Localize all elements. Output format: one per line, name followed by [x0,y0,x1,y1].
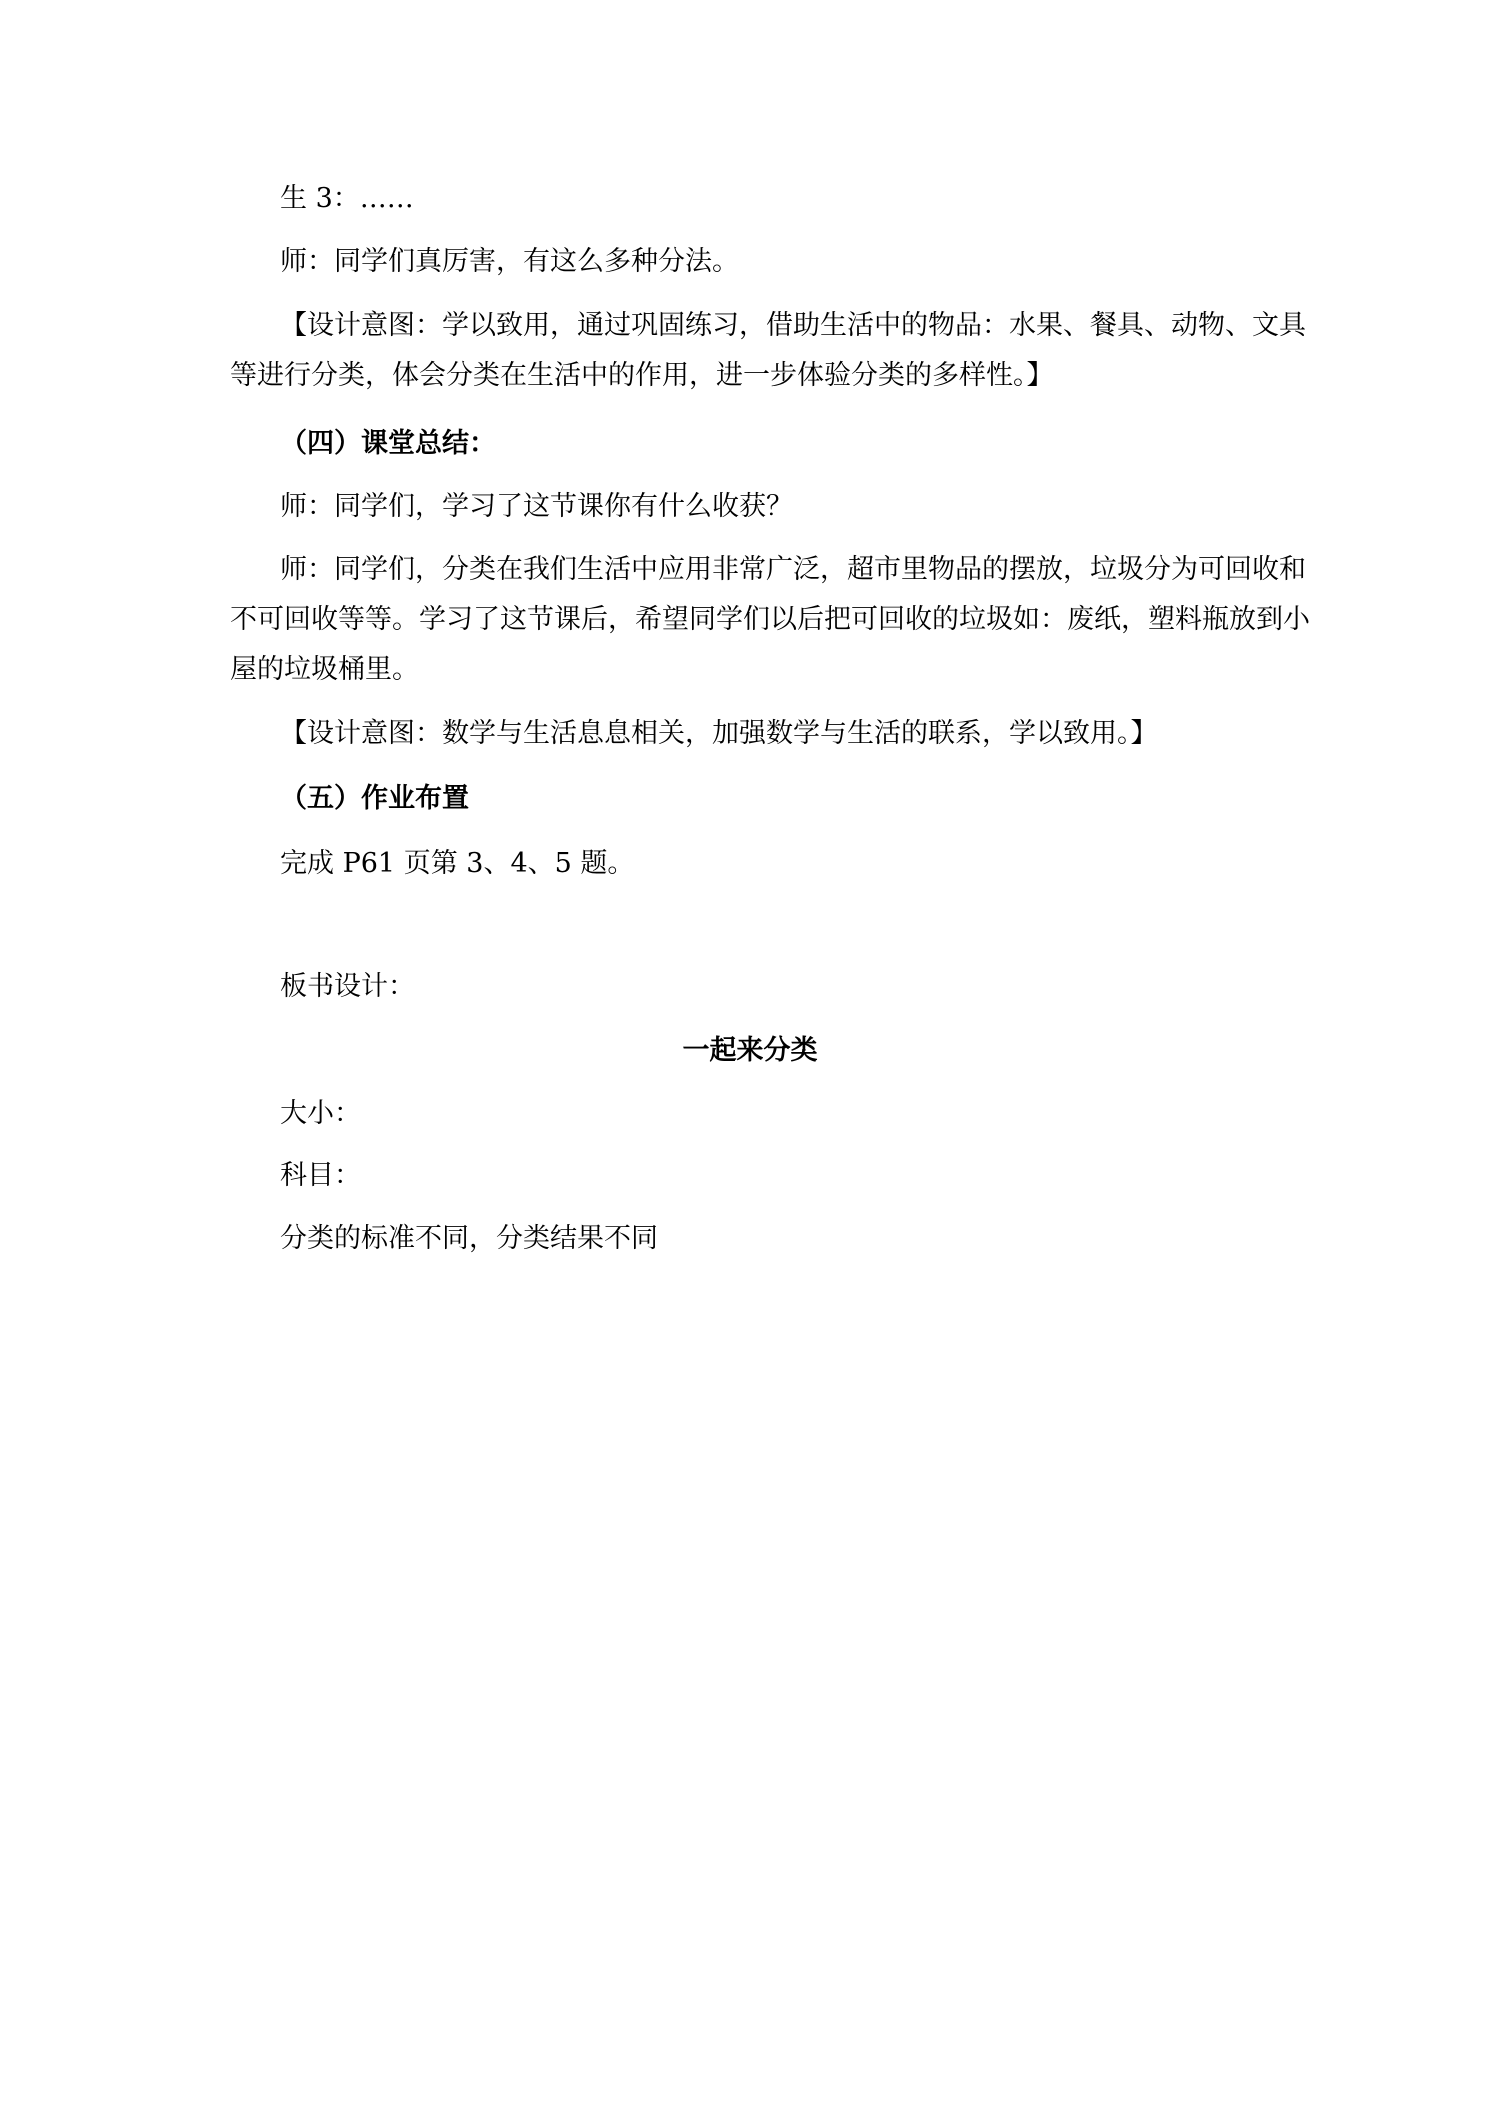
design-intent-1-line-2: 等进行分类，体会分类在生活中的作用，进一步体验分类的多样性。】 [230,360,1054,391]
board-design-label: 板书设计： [280,971,415,1002]
student3-line: 生 3：…… [280,183,414,214]
board-title: 一起来分类 [682,1035,818,1066]
homework-line: 完成 P61 页第 3、4、5 题。 [280,848,635,879]
board-conclusion-line: 分类的标准不同，分类结果不同 [280,1223,658,1254]
teacher-summary-line-3: 屋的垃圾桶里。 [230,654,419,685]
section-homework-heading: （五）作业布置 [280,783,469,814]
board-subject-line: 科目： [280,1160,361,1191]
teacher-summary-line-1: 师：同学们，分类在我们生活中应用非常广泛，超市里物品的摆放，垃圾分为可回收和 [280,554,1306,585]
design-intent-1-line-1: 【设计意图：学以致用，通过巩固练习，借助生活中的物品：水果、餐具、动物、文具 [280,310,1306,341]
board-size-line: 大小： [280,1098,361,1129]
design-intent-2-line: 【设计意图：数学与生活息息相关，加强数学与生活的联系，学以致用。】 [280,718,1158,749]
teacher-question-line: 师：同学们，学习了这节课你有什么收获？ [280,491,793,522]
section-summary-heading: （四）课堂总结： [280,428,496,459]
teacher-praise-line: 师：同学们真厉害，有这么多种分法。 [280,246,739,277]
teacher-summary-line-2: 不可回收等等。学习了这节课后，希望同学们以后把可回收的垃圾如：废纸，塑料瓶放到小 [230,604,1310,635]
